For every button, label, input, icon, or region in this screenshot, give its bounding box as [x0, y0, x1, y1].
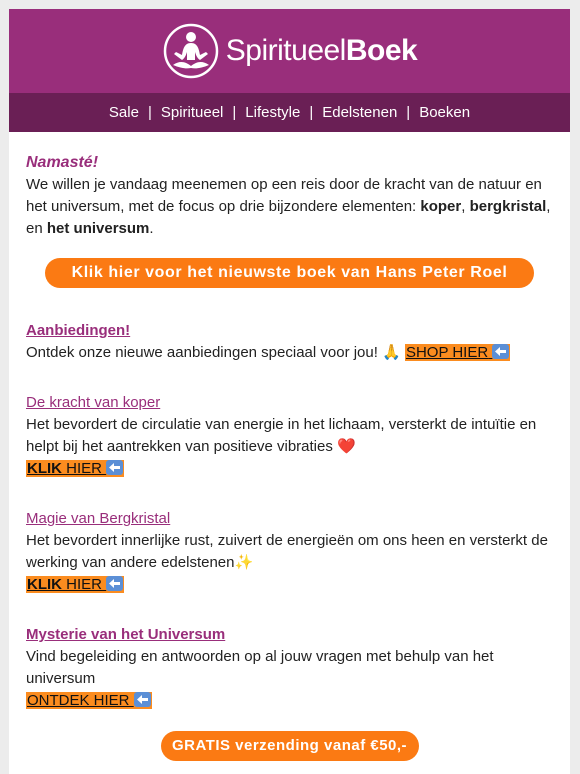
bergkristal-title-link[interactable]: Magie van Bergkristal	[26, 510, 171, 527]
left-arrow-icon	[134, 692, 151, 707]
nav-item-edelstenen[interactable]: Edelstenen	[322, 104, 398, 121]
offers-section	[26, 320, 553, 364]
bergkristal-click-here-link[interactable]: KLIK HIER	[26, 576, 124, 593]
offers-title-link[interactable]: Aanbiedingen!	[26, 322, 131, 339]
nav-separator: |	[406, 104, 411, 121]
left-arrow-icon	[106, 460, 123, 475]
bergkristal-text: Het bevordert innerlijke rust, zuivert de energieën om ons heen en versterkt de werking van andere edelstenen✨	[26, 532, 548, 571]
shop-here-link[interactable]: SHOP HIER	[405, 344, 510, 361]
universum-section	[26, 624, 553, 712]
koper-click-here-link[interactable]: KLIK HIER	[26, 460, 124, 477]
koper-text: Het bevordert de circulatie van energie in het lichaam, versterkt de intuïtie en helpt bij het aantrekken van positieve vibraties ❤️	[26, 416, 537, 455]
offers-text: Ontdek onze nieuwe aanbiedingen speciaal voor jou! 🙏 SHOP HIER	[26, 342, 553, 364]
koper-title-link[interactable]: De kracht van koper	[26, 394, 161, 411]
universum-title-link[interactable]: Mysterie van het Universum	[26, 626, 226, 643]
nav-item-lifestyle[interactable]: Lifestyle	[245, 104, 301, 121]
meditation-icon	[162, 22, 220, 80]
nav-item-boeken[interactable]: Boeken	[419, 104, 471, 121]
koper-section	[26, 392, 553, 480]
email-body	[9, 9, 570, 774]
nav-separator: |	[147, 104, 152, 121]
main-nav	[9, 93, 570, 132]
header-banner	[9, 9, 570, 93]
nav-item-spiritueel[interactable]: Spiritueel	[160, 104, 224, 121]
nav-separator: |	[309, 104, 314, 121]
brand-logo[interactable]	[162, 22, 417, 80]
discover-here-link[interactable]: ONTDEK HIER	[26, 692, 152, 709]
bergkristal-section	[26, 508, 553, 596]
universum-text: Vind begeleiding en antwoorden op al jouw vragen met behulp van het universum	[26, 648, 494, 687]
new-book-cta-button[interactable]: Klik hier voor het nieuwste boek van Hans Peter Roel	[45, 258, 534, 288]
nav-item-sale[interactable]: Sale	[108, 104, 139, 121]
left-arrow-icon	[106, 576, 123, 591]
greeting: Namasté!	[26, 154, 99, 171]
intro-text: We willen je vandaag meenemen op een reis door de kracht van de natuur en het universum, met de focus op drie bijzondere elementen: koper, bergkristal, en het universum.	[26, 176, 551, 237]
brand-name: SpiritueelBoek	[225, 34, 418, 67]
main-content	[9, 132, 570, 761]
left-arrow-icon	[492, 344, 509, 359]
free-shipping-button[interactable]: GRATIS verzending vanaf €50,-	[161, 731, 419, 761]
nav-separator: |	[232, 104, 237, 121]
